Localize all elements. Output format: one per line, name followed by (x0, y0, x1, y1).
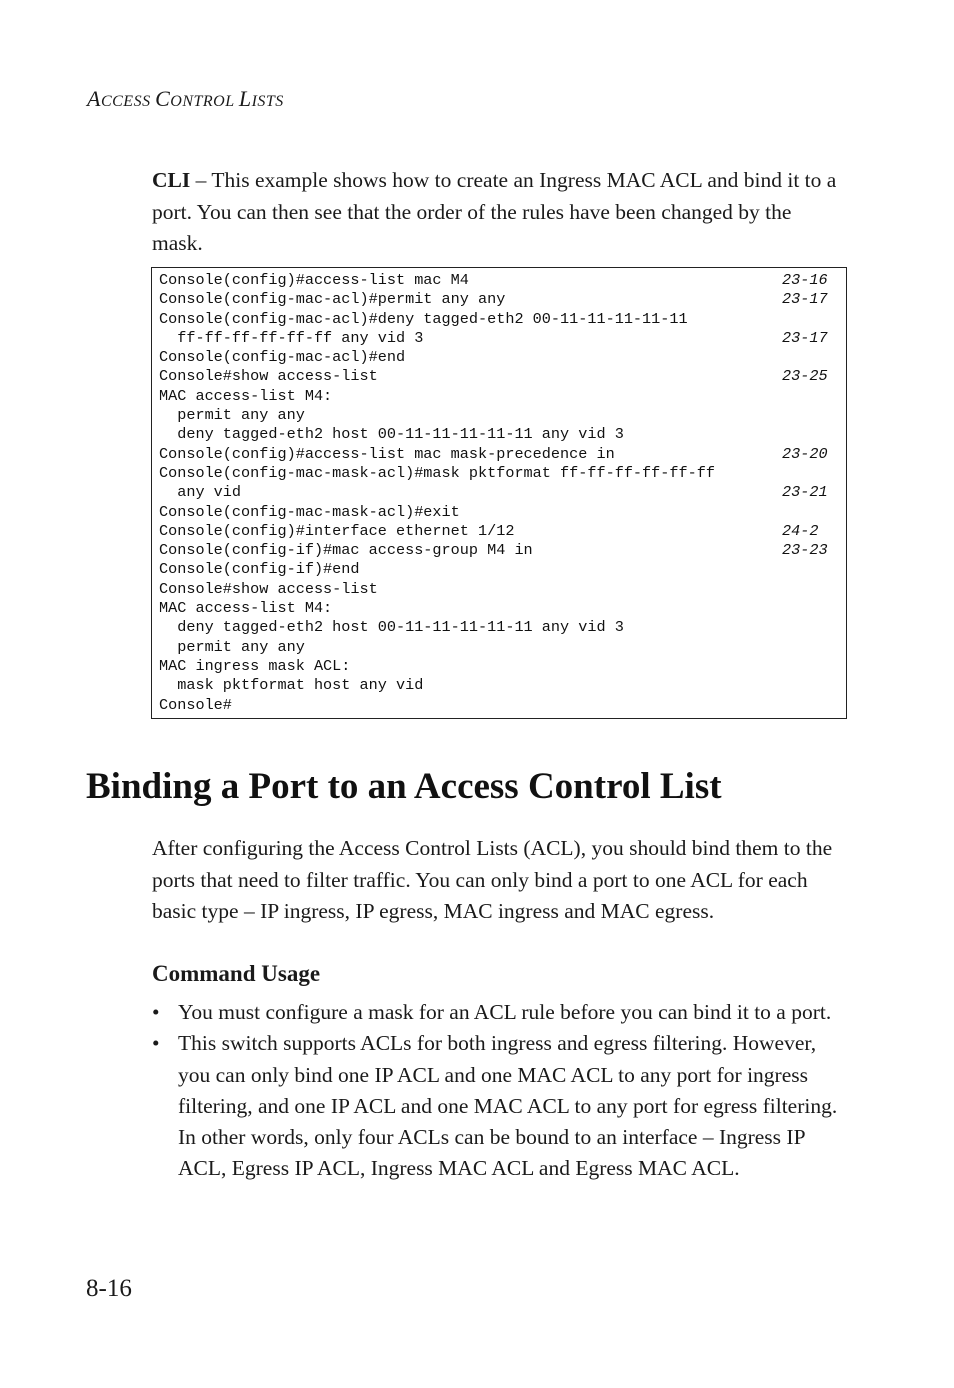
command-usage-list (152, 997, 846, 1185)
code-command: Console(config)#interface ethernet 1/12 (159, 521, 515, 540)
code-command: Console(config-mac-acl)#deny tagged-eth2 00-11-11-11-11-11 (159, 309, 688, 328)
code-command: deny tagged-eth2 host 00-11-11-11-11-11 any vid 3 (159, 425, 624, 444)
code-line (152, 560, 846, 579)
code-line (152, 522, 846, 541)
code-line (152, 638, 846, 657)
list-item (152, 997, 846, 1028)
code-line (152, 445, 846, 464)
bullet-icon: • (152, 1031, 160, 1056)
code-line (152, 387, 846, 406)
code-command: ff-ff-ff-ff-ff-ff any vid 3 (159, 328, 424, 347)
code-page-reference: 23-17 (782, 290, 828, 309)
code-line (152, 580, 846, 599)
code-command: Console(config-mac-acl)#permit any any (159, 290, 506, 309)
running-header-word: LISTS (238, 86, 284, 111)
code-command: MAC ingress mask ACL: (159, 656, 351, 675)
code-page-reference: 23-17 (782, 328, 828, 347)
code-line (152, 503, 846, 522)
code-command: any vid (159, 483, 242, 502)
code-command: MAC access-list M4: (159, 599, 333, 618)
section-title: Binding a Port to an Access Control List (86, 766, 722, 807)
code-command: Console(config)#access-list mac M4 (159, 271, 469, 289)
code-command: Console#show access-list (159, 367, 378, 386)
code-line (152, 329, 846, 348)
list-item-text: This switch supports ACLs for both ingress and egress filtering. However, you can only bind one IP ACL and one MAC ACL to any port for ingress filtering, and one IP ACL and one MAC ACL to any port for egress filtering. In other words, only four ACLs can be bound to an interface – Ingress IP ACL, Egress IP ACL, Ingress MAC ACL and Egress MAC ACL. (178, 1031, 838, 1181)
code-command: permit any any (159, 406, 305, 425)
code-page-reference: 23-16 (782, 271, 828, 289)
code-command: permit any any (159, 637, 305, 656)
code-line (152, 310, 846, 329)
code-command: deny tagged-eth2 host 00-11-11-11-11-11 any vid 3 (159, 618, 624, 637)
list-item (152, 1028, 846, 1184)
cli-label: CLI (152, 168, 191, 192)
code-command: Console(config-if)#end (159, 560, 360, 579)
code-line (152, 696, 846, 715)
command-usage-title: Command Usage (152, 961, 321, 986)
code-line (152, 271, 846, 290)
code-page-reference: 23-21 (782, 483, 828, 502)
code-line (152, 541, 846, 560)
code-line (152, 425, 846, 444)
code-line (152, 618, 846, 637)
list-item-text: You must configure a mask for an ACL rule before you can bind it to a port. (178, 1000, 832, 1024)
code-line (152, 348, 846, 367)
code-line (152, 483, 846, 502)
code-command: Console(config-mac-mask-acl)#mask pktformat ff-ff-ff-ff-ff-ff (159, 463, 715, 482)
code-line (152, 367, 846, 386)
running-header-word: ACCESS (87, 86, 156, 111)
code-command: Console# (159, 695, 232, 714)
code-page-reference: 23-25 (782, 367, 828, 386)
code-command: MAC access-list M4: (159, 386, 333, 405)
code-line (152, 464, 846, 483)
running-header-word: CONTROL (155, 86, 239, 111)
code-line (152, 599, 846, 618)
code-line (152, 406, 846, 425)
code-command: Console(config-if)#mac access-group M4 in (159, 541, 533, 560)
bullet-icon: • (152, 1000, 160, 1024)
code-command: Console(config)#access-list mac mask-precedence in (159, 444, 615, 463)
running-header (87, 86, 284, 112)
code-page-reference: 24-2 (782, 521, 819, 540)
intro-paragraph (152, 165, 846, 260)
page-number: 8-16 (86, 1275, 132, 1302)
code-command: Console(config-mac-acl)#end (159, 348, 406, 367)
code-line (152, 657, 846, 676)
intro-text: – This example shows how to create an Ingress MAC ACL and bind it to a port. You can then see that the order of the rules have been changed by the mask. (152, 168, 837, 255)
code-line (152, 676, 846, 695)
code-line (152, 290, 846, 309)
code-page-reference: 23-20 (782, 444, 828, 463)
code-command: Console#show access-list (159, 579, 378, 598)
code-page-reference: 23-23 (782, 541, 828, 560)
cli-example-code-block (151, 267, 847, 719)
code-command: Console(config-mac-mask-acl)#exit (159, 502, 460, 521)
body-paragraph: After configuring the Access Control Lists (ACL), you should bind them to the ports that need to filter traffic. You can only bind a port to one ACL for each basic type – IP ingress, IP egress, MAC ingress and MAC egress. (152, 836, 833, 923)
code-command: mask pktformat host any vid (159, 676, 424, 695)
